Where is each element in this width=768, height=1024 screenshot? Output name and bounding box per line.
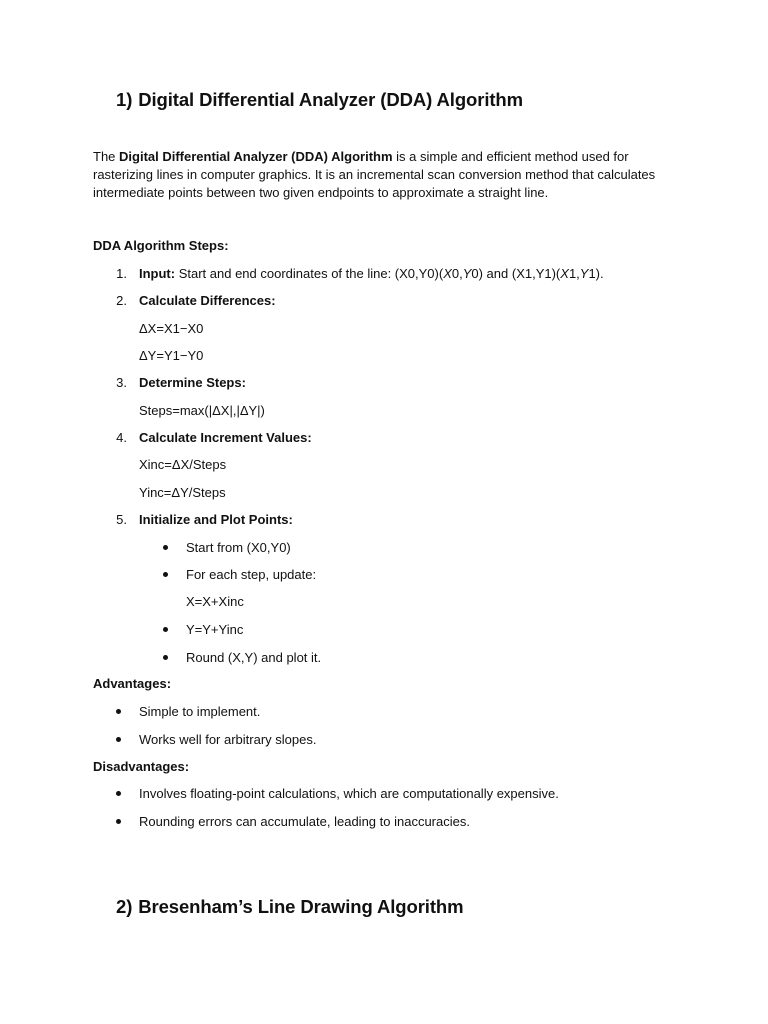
section-1-number: 1) xyxy=(116,89,133,110)
step-5-bullet-1: Start from (X0,Y0) xyxy=(186,540,291,555)
section-2-number: 2) xyxy=(116,896,133,917)
bullet-dot xyxy=(116,737,121,742)
bullet-dot xyxy=(116,791,121,796)
advantages-heading: Advantages: xyxy=(93,676,172,691)
step-5-bullet-2: For each step, update: xyxy=(186,567,317,582)
advantage-item: Simple to implement. xyxy=(139,704,261,719)
step-2-formula-dx: ΔX=X1−X0 xyxy=(139,321,204,336)
step-5-bullet-2-formula: X=X+Xinc xyxy=(186,594,244,609)
bullet-dot xyxy=(116,709,121,714)
intro-paragraph xyxy=(93,148,673,202)
step-1-part-c: 0) and (X1,Y1)( xyxy=(471,266,561,281)
step-3-label: Determine Steps: xyxy=(139,375,246,390)
disadvantages-heading: Disadvantages: xyxy=(93,759,190,774)
step-4-formula-yinc: Yinc=ΔY/Steps xyxy=(139,485,226,500)
bullet-dot xyxy=(163,655,168,660)
step-1-label: Input: xyxy=(139,266,176,281)
bullet-dot xyxy=(163,572,168,577)
steps-heading: DDA Algorithm Steps: xyxy=(93,238,229,253)
step-1-number: 1. xyxy=(116,266,127,281)
disadvantage-item: Rounding errors can accumulate, leading to inaccuracies. xyxy=(139,814,470,829)
step-2-formula-dy: ΔY=Y1−Y0 xyxy=(139,348,204,363)
advantage-item: Works well for arbitrary slopes. xyxy=(139,732,317,747)
step-4-label: Calculate Increment Values: xyxy=(139,430,312,445)
step-1-x1: X xyxy=(560,266,569,281)
step-1-y1: Y xyxy=(579,266,589,281)
step-1-text xyxy=(139,266,604,282)
step-5-label: Initialize and Plot Points: xyxy=(139,512,293,527)
step-3-formula: Steps=max(|ΔX|,|ΔY|) xyxy=(139,403,265,418)
intro-text-post: is a simple and efficient method used for rasterizing lines in computer graphics. It is an incremental scan conversion method that calculates intermediate points between two given endpoints to approximate a straight line. xyxy=(93,149,656,200)
bullet-dot xyxy=(116,819,121,824)
step-1-part-e: 1). xyxy=(588,266,604,281)
step-1-x0: X xyxy=(443,266,452,281)
section-1-heading xyxy=(116,89,523,111)
step-4-number: 4. xyxy=(116,430,127,445)
step-1-part-d: 1, xyxy=(568,266,580,281)
step-3-number: 3. xyxy=(116,375,127,390)
section-1-title: Digital Differential Analyzer (DDA) Algorithm xyxy=(138,89,523,110)
bullet-dot xyxy=(163,627,168,632)
step-2-label: Calculate Differences: xyxy=(139,293,276,308)
intro-text-bold: Digital Differential Analyzer (DDA) Algorithm xyxy=(119,149,393,164)
step-5-number: 5. xyxy=(116,512,127,527)
step-4-formula-xinc: Xinc=ΔX/Steps xyxy=(139,457,227,472)
intro-text-pre: The xyxy=(93,149,120,164)
bullet-dot xyxy=(163,545,168,550)
step-5-bullet-4: Round (X,Y) and plot it. xyxy=(186,650,322,665)
step-1-y0: Y xyxy=(462,266,472,281)
section-2-heading xyxy=(116,896,463,918)
step-2-number: 2. xyxy=(116,293,127,308)
disadvantage-item: Involves floating-point calculations, which are computationally expensive. xyxy=(139,786,559,801)
step-1-part-b: 0, xyxy=(451,266,463,281)
step-5-bullet-3: Y=Y+Yinc xyxy=(186,622,244,637)
section-2-title: Bresenham’s Line Drawing Algorithm xyxy=(138,896,464,917)
step-1-part-a: Start and end coordinates of the line: (X0,Y0)( xyxy=(175,266,444,281)
